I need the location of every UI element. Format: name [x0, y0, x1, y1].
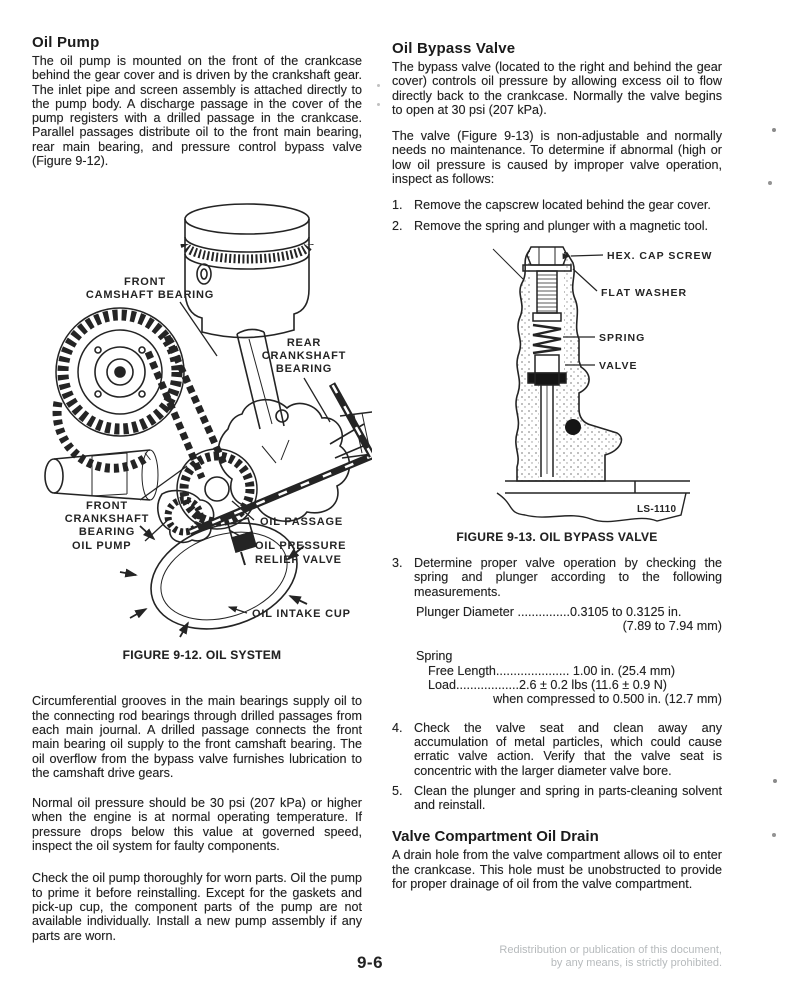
step-1-text: Remove the capscrew located behind the gear cover. — [414, 198, 711, 213]
step-2 — [392, 219, 722, 233]
step-2-text: Remove the spring and plunger with a magnetic tool. — [414, 218, 709, 233]
valve-measurements — [416, 605, 722, 707]
valve-compartment-heading: Valve Compartment Oil Drain — [392, 828, 599, 846]
spring-spec-heading: Spring — [416, 649, 453, 664]
figure-9-13-caption: FIGURE 9-13. OIL BYPASS VALVE — [456, 529, 658, 544]
bypass-paragraph-2: The valve (Figure 9-13) is non-adjustable and normally needs no maintenance. To determine if abnormal (high or low oil pressure is caused by improper valve operation, inspect as follows: — [392, 129, 722, 187]
oil-pump-paragraph-3: Normal oil pressure should be 30 psi (207 kPa) or higher when the engine is at normal operating temperature. If pressure drops below this value at governed speed, inspect the oil system for faulty components. — [32, 796, 362, 854]
step-5-text: Clean the plunger and spring in parts-cleaning solvent and reinstall. — [414, 783, 722, 813]
label-oil-passage: OIL PASSAGE — [260, 516, 343, 529]
bypass-steps-4-5 — [392, 721, 722, 813]
oil-system-illustration — [32, 194, 372, 644]
watermark-line-1: Redistribution or publication of this document, — [499, 944, 722, 956]
step-4-number: 4. — [392, 720, 403, 735]
watermark-line-2: by any means, is strictly prohibited. — [550, 957, 722, 969]
step-5 — [392, 784, 722, 813]
bypass-step-3 — [392, 556, 722, 599]
step-3-text: Determine proper valve operation by checking the spring and plunger according to the following measurements. — [414, 555, 722, 599]
step-3 — [392, 556, 722, 599]
right-column — [392, 40, 722, 891]
scan-speck — [772, 128, 776, 132]
scan-speck — [768, 181, 772, 185]
plunger-diameter-metric: (7.89 to 7.94 mm) — [622, 619, 722, 634]
plunger-diameter-line: Plunger Diameter ...............0.3105 to 0.3125 in. — [416, 604, 682, 619]
label-oil-intake-cup: OIL INTAKE CUP — [252, 608, 351, 621]
scan-speck — [377, 84, 380, 87]
label-rear-crankshaft-2: CRANKSHAFT — [261, 350, 347, 363]
valve-compartment-paragraph: A drain hole from the valve compartment allows oil to enter the crankcase. This hole must be unobstructed to provide for proper drainage of oil from the valve compartment. — [392, 848, 722, 892]
oil-bypass-valve-illustration — [485, 241, 730, 526]
step-2-number: 2. — [392, 218, 403, 233]
free-length-line: Free Length..................... 1.00 in. (25.4 mm) — [428, 663, 676, 678]
label-front-camshaft-1: FRONT — [124, 276, 166, 289]
left-column — [32, 34, 362, 943]
label-hex-cap-screw: HEX. CAP SCREW — [607, 249, 713, 262]
oil-pump-paragraph-4: Check the oil pump thoroughly for worn parts. Oil the pump to prime it before reinstalling. Except for the gaskets and pick-up cup, the component parts of the pump are not available individually. Install a new pump assembly if any parts are worn. — [32, 871, 362, 943]
label-oil-pressure-2: RELIEF VALVE — [255, 554, 342, 567]
label-oil-pump: OIL PUMP — [72, 540, 132, 553]
label-oil-pressure-1: OIL PRESSURE — [255, 540, 347, 553]
bypass-paragraph-1: The bypass valve (located to the right and behind the gear cover) controls oil pressure by allowing excess oil to flow directly back to the crankcase. Normally the valve begins to open at 30 psi (207 kPa). — [392, 60, 722, 117]
scan-speck — [773, 779, 777, 783]
figure-9-13 — [485, 241, 730, 526]
step-3-number: 3. — [392, 555, 403, 570]
label-rear-crankshaft-3: BEARING — [275, 363, 333, 376]
label-spring: SPRING — [599, 331, 646, 344]
step-1-number: 1. — [392, 198, 403, 213]
label-front-crankshaft-2: CRANKSHAFT — [64, 513, 150, 526]
figure-code: LS-1110 — [637, 503, 677, 515]
page-number: 9-6 — [356, 953, 384, 972]
step-4-text: Check the valve seat and clean away any accumulation of metal particles, which could cause erratic valve action. Verify that the valve seat is concentric with the larger diameter valve bore. — [414, 720, 722, 778]
oil-pump-paragraph-2: Circumferential grooves in the main bearings supply oil to the connecting rod bearings through drilled passages from each main journal. A drilled passage connects the front main bearing oil supply to the front camshaft bearing. The oil overflow from the bypass valve furnishes lubrication to the camshaft drive gears. — [32, 694, 362, 780]
scan-speck — [772, 833, 776, 837]
bypass-steps-1-2 — [392, 198, 722, 233]
label-front-crankshaft-1: FRONT — [86, 500, 128, 513]
label-rear-crankshaft-1: REAR — [286, 337, 322, 350]
label-front-crankshaft-3: BEARING — [78, 526, 136, 539]
scan-speck — [377, 103, 380, 106]
label-valve: VALVE — [599, 359, 638, 372]
step-5-number: 5. — [392, 783, 403, 798]
label-front-camshaft-2: CAMSHAFT BEARING — [85, 289, 215, 302]
oil-bypass-valve-heading: Oil Bypass Valve — [392, 40, 516, 57]
oil-pump-paragraph-1: The oil pump is mounted on the front of the crankcase behind the gear cover and is driven by the crankshaft gear. The inlet pipe and screen assembly is attached directly to the pump body. A discharge passage in the cover of the pump registers with a drilled passage in the crankcase. Parallel passages distribute oil to the front main bearing, rear main bearing, and pressure control bypass valve (Figure 9-12). — [32, 54, 362, 169]
figure-9-12-caption: FIGURE 9-12. OIL SYSTEM — [122, 648, 282, 663]
step-1 — [392, 198, 722, 212]
label-flat-washer: FLAT WASHER — [601, 286, 688, 299]
step-4 — [392, 721, 722, 778]
load-line: Load..................2.6 ± 0.2 lbs (11.6 ± 0.9 N) — [428, 678, 667, 693]
oil-pump-heading: Oil Pump — [32, 34, 100, 51]
figure-9-12 — [32, 194, 372, 644]
load-note: when compressed to 0.500 in. (12.7 mm) — [493, 692, 722, 707]
